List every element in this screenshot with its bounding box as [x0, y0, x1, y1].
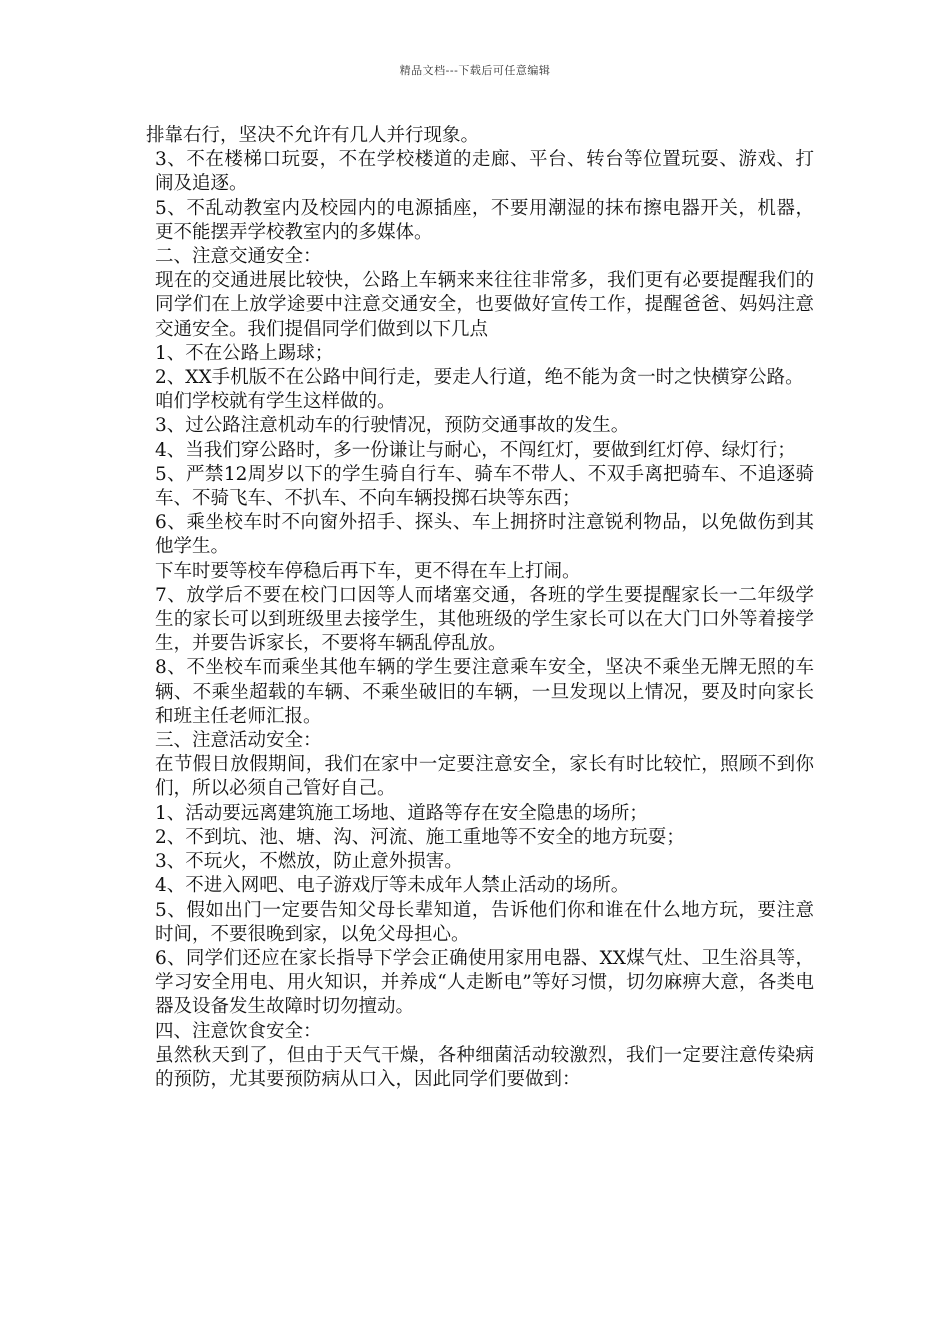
paragraph: 咱们学校就有学生这样做的。 — [155, 391, 396, 413]
paragraph: 8、不坐校车而乘坐其他车辆的学生要注意乘车安全，坚决不乘坐无牌无照的车辆、不乘坐超载的车辆、不乘坐破旧的车辆，一旦发现以上情况，要及时向家长和班主任老师汇报。 — [155, 657, 814, 727]
paragraph: 3、不玩火，不燃放，防止意外损害。 — [155, 851, 463, 873]
paragraph: 排靠右行，坚决不允许有几人并行现象。 — [146, 125, 480, 146]
paragraph: 二、注意交通安全： — [155, 246, 322, 268]
paragraph: 3、不在楼梯口玩耍，不在学校楼道的走廊、平台、转台等位置玩耍、游戏、打闹及追逐。 — [155, 149, 814, 195]
paragraph: 现在的交通进展比较快，公路上车辆来来往往非常多，我们更有必要提醒我们的同学们在上放学途要中注意交通安全，也要做好宣传工作，提醒爸爸、妈妈注意交通安全。我们提倡同学们做到以下几点 — [155, 270, 814, 340]
paragraph: 3、过公路注意机动车的行驶情况，预防交通事故的发生。 — [155, 415, 630, 437]
paragraph: 下车时要等校车停稳后再下车，更不得在车上打闹。 — [155, 560, 581, 582]
paragraph: 6、同学们还应在家长指导下学会正确使用家用电器、XX煤气灶、卫生浴具等，学习安全用电、用火知识，并养成“人走断电”等好习惯，切勿麻痹大意，各类电器及设备发生故障时切勿擅动。 — [155, 947, 814, 1018]
paragraph: 四、注意饮食安全： — [155, 1020, 322, 1042]
paragraph: 4、当我们穿公路时，多一份谦让与耐心，不闯红灯，要做到红灯停、绿灯行； — [155, 439, 796, 461]
paragraph: 2、不到坑、池、塘、沟、河流、施工重地等不安全的地方玩耍； — [155, 826, 685, 848]
paragraph: 在节假日放假期间，我们在家中一定要注意安全，家长有时比较忙，照顾不到你们，所以必须自己管好自己。 — [155, 754, 814, 800]
paragraph: 5、假如出门一定要告知父母长辈知道，告诉他们你和谁在什么地方玩，要注意时间，不要很晚到家，以免父母担心。 — [155, 899, 814, 945]
paragraph: 1、不在公路上踢球； — [155, 342, 334, 364]
paragraph: 2、XX手机版不在公路中间行走，要走人行道，绝不能为贪一时之快横穿公路。 — [155, 367, 804, 389]
paragraph: 7、放学后不要在校门口因等人而堵塞交通，各班的学生要提醒家长一二年级学生的家长可以到班级里去接学生，其他班级的学生家长可以在大门口外等着接学生，并要告诉家长，不要将车辆乱停乱放。 — [155, 584, 814, 655]
paragraph: 5、严禁12周岁以下的学生骑自行车、骑车不带人、不双手离把骑车、不追逐骑车、不骑飞车、不扒车、不向车辆投掷石块等东西； — [155, 463, 814, 510]
paragraph: 5、不乱动教室内及校园内的电源插座，不要用潮湿的抹布擦电器开关，机器，更不能摆弄学校教室内的多媒体。 — [155, 197, 814, 243]
paragraph: 虽然秋天到了，但由于天气干燥，各种细菌活动较激烈，我们一定要注意传染病的预防，尤其要预防病从口入，因此同学们要做到： — [155, 1044, 814, 1090]
paragraph: 6、乘坐校车时不向窗外招手、探头、车上拥挤时注意锐利物品，以免做伤到其他学生。 — [155, 512, 814, 558]
paragraph: 1、活动要远离建筑施工场地、道路等存在安全隐患的场所； — [155, 802, 648, 824]
paragraph: 4、不进入网吧、电子游戏厅等未成年人禁止活动的场所。 — [155, 875, 630, 897]
page-header: 精品文档---下载后可任意编辑 — [399, 64, 551, 77]
document-body — [146, 124, 814, 1092]
paragraph: 三、注意活动安全： — [155, 730, 322, 752]
